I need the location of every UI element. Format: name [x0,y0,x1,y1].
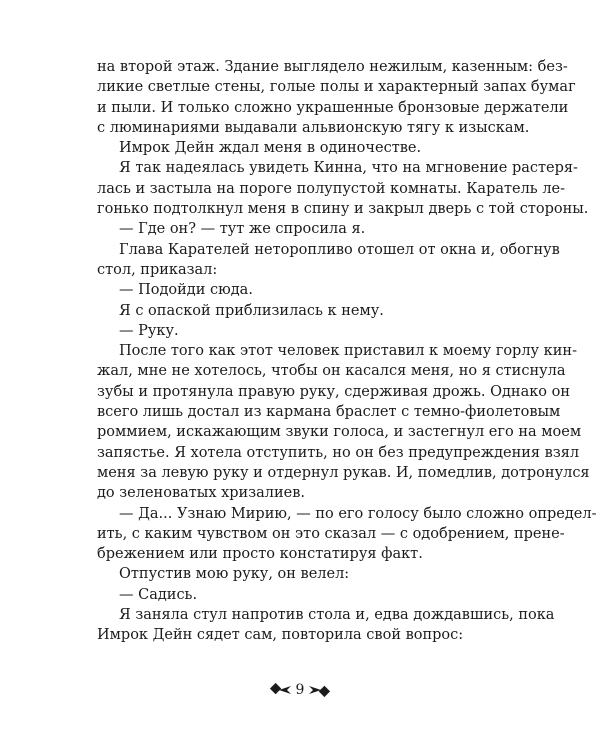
text-line: — Где он? — тут же спросила я. [119,221,366,238]
text-line: ликие светлые стены, голые полы и характерный запах бумаг [97,79,576,96]
page-text [97,57,597,646]
text-line: Имрок Дейн ждал меня в одиночестве. [119,140,422,157]
text-line: Отпустив мою руку, он велел: [119,566,350,583]
text-line: — Садись. [119,586,198,603]
text-line: лась и застыла на пороге полупустой комнаты. Каратель ле- [97,180,566,197]
text-line: Имрок Дейн сядет сам, повторила свой вопрос: [97,627,464,644]
text-line: ить, с каким чувством он это сказал — с одобрением, прене- [97,525,565,542]
text-line: на второй этаж. Здание выглядело нежилым, казенным: без- [97,59,568,75]
text-line: всего лишь достал из кармана браслет с темно-фиолетовым [97,404,561,421]
page-footer [0,682,600,698]
text-line: жал, мне не хотелось, чтобы он касался меня, но я стиснула [97,363,566,380]
text-line: Я с опаской приблизилась к нему. [119,302,384,319]
text-line: — Подойди сюда. [119,282,253,299]
text-line: брежением или просто констатируя факт. [97,546,423,563]
text-line: до зеленоватых хризалиев. [97,485,306,502]
text-line: роммием, искажающим звуки голоса, и застегнул его на моем [97,424,582,441]
text-line: Я так надеялась увидеть Кинна, что на мгновение растеря- [119,160,578,177]
text-line: Глава Карателей неторопливо отошел от окна и, обогнув [119,241,560,258]
text-line: с люминариями выдавали альвионскую тягу к изыскам. [97,119,530,136]
text-line: меня за левую руку и отдернул рукав. И, помедлив, дотронулся [97,464,590,481]
text-line: стол, приказал: [97,261,218,278]
text-line: зубы и протянула правую руку, сдерживая дрожь. Однако он [97,383,571,400]
text-line: — Руку. [119,322,179,339]
ornament-left-icon [271,684,291,696]
text-line: гонько подтолкнул меня в спину и закрыл дверь с той стороны. [97,201,589,218]
text-line: Я заняла стул напротив стола и, едва дождавшись, пока [119,607,555,624]
text-line: и пыли. И только сложно украшенные бронзовые держатели [97,99,569,116]
text-line: — Да... Узнаю Мирию, — по его голосу было сложно определ- [119,505,597,522]
text-line: После того как этот человек приставил к моему горлу кин- [119,343,577,360]
text-line: запястье. Я хотела отступить, но он без предупреждения взял [97,444,580,461]
page-number: 9 [295,682,305,698]
ornament-right-icon [309,684,329,696]
